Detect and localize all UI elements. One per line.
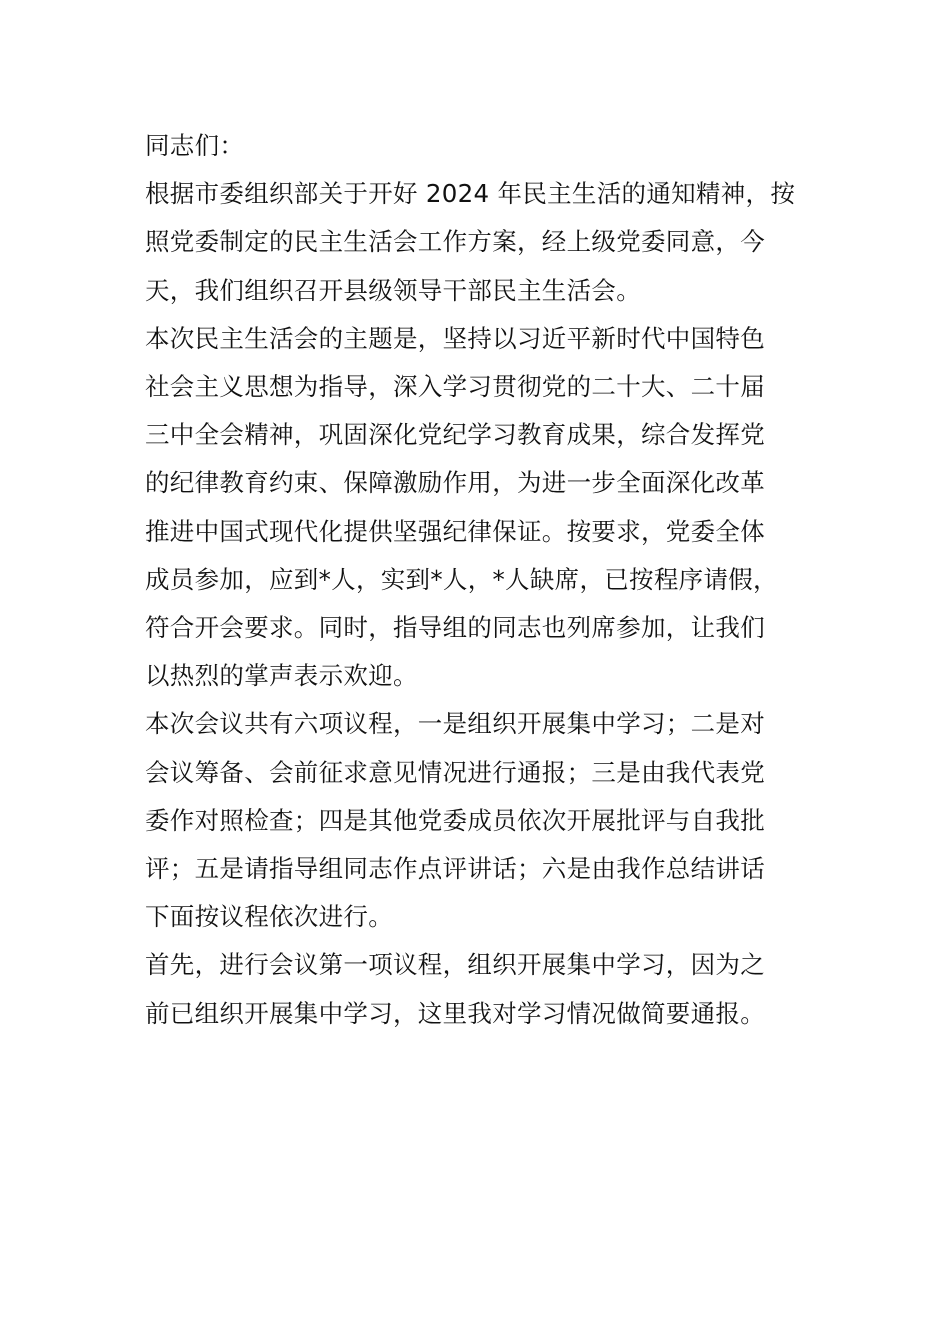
paragraph-line: 首先，进行会议第一项议程，组织开展集中学习，因为之: [145, 950, 765, 980]
salutation: [145, 122, 807, 170]
paragraph-line: 下面按议程依次进行。: [145, 902, 393, 932]
paragraph-line: 符合开会要求。同时，指导组的同志也列席参加，让我们: [145, 613, 765, 643]
paragraph-opening: [145, 170, 807, 315]
paragraph-line: 根据市委组织部关于开好 2024 年民主生活的通知精神，按: [145, 179, 796, 209]
paragraph-line: 天，我们组织召开县级领导干部民主生活会。: [145, 275, 641, 305]
paragraph-line: 成员参加，应到*人，实到*人，*人缺席，已按程序请假，: [145, 564, 778, 594]
paragraph-line: 的纪律教育约束、保障激励作用，为进一步全面深化改革: [145, 468, 765, 498]
paragraph-line: 照党委制定的民主生活会工作方案，经上级党委同意，今: [145, 227, 765, 257]
paragraph-theme: [145, 315, 807, 701]
salutation-line: 同志们：: [145, 131, 245, 160]
paragraph-line: 三中全会精神，巩固深化党纪学习教育成果，综合发挥党: [145, 420, 765, 450]
paragraph-line: 评；五是请指导组同志作点评讲话；六是由我作总结讲话: [145, 854, 765, 884]
paragraph-line: 以热烈的掌声表示欢迎。: [145, 661, 418, 691]
paragraph-agenda: [145, 700, 807, 941]
document-body: [145, 122, 807, 1038]
paragraph-first-item: [145, 941, 807, 1037]
paragraph-line: 推进中国式现代化提供坚强纪律保证。按要求，党委全体: [145, 516, 765, 546]
paragraph-line: 社会主义思想为指导，深入学习贯彻党的二十大、二十届: [145, 372, 765, 402]
paragraph-line: 本次会议共有六项议程，一是组织开展集中学习；二是对: [145, 709, 765, 739]
paragraph-line: 前已组织开展集中学习，这里我对学习情况做简要通报。: [145, 998, 765, 1028]
paragraph-line: 本次民主生活会的主题是，坚持以习近平新时代中国特色: [145, 323, 765, 353]
paragraph-line: 委作对照检查；四是其他党委成员依次开展批评与自我批: [145, 805, 765, 835]
paragraph-line: 会议筹备、会前征求意见情况进行通报；三是由我代表党: [145, 757, 765, 787]
